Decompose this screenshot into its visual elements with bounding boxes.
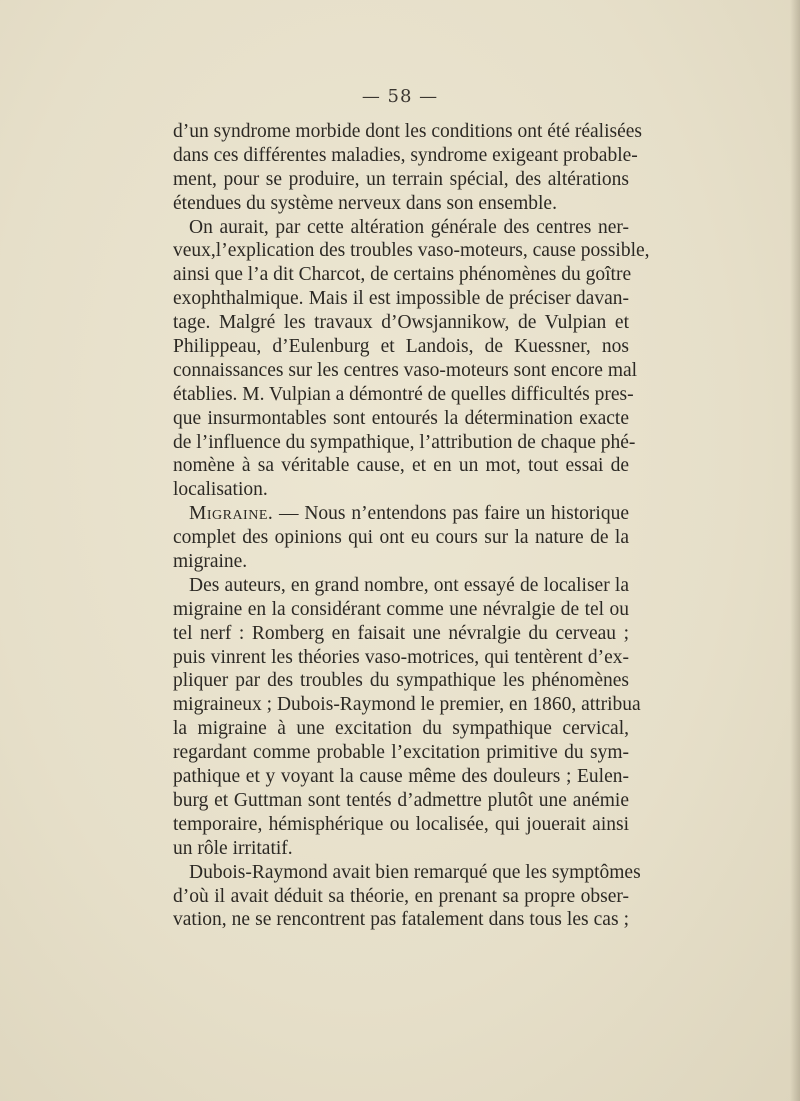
text-line xyxy=(173,646,629,670)
text-line xyxy=(173,574,629,598)
line-text: Dubois-Raymond avait bien remarqué que les symptômes xyxy=(189,861,641,883)
text-line xyxy=(173,311,629,335)
line-text: ainsi que l’a dit Charcot, de certains phénomènes du goître xyxy=(173,264,632,286)
text-line xyxy=(173,717,629,741)
text-line xyxy=(173,335,629,359)
line-text: Des auteurs, en grand nombre, ont essayé de localiser la xyxy=(189,574,629,596)
line-text: complet des opinions qui ont eu cours sur la nature de la xyxy=(173,527,629,549)
line-text: migraine. xyxy=(173,551,248,573)
text-line xyxy=(173,765,629,789)
line-text: de l’influence du sympathique, l’attribution de chaque phé- xyxy=(173,431,636,453)
line-text: tage. Malgré les travaux d’Owsjannikow, de Vulpian et xyxy=(173,312,629,334)
line-text: localisation. xyxy=(173,479,268,501)
line-text: tel nerf : Romberg en faisait une névralgie du cerveau ; xyxy=(173,622,629,644)
text-line xyxy=(173,502,629,526)
text-line xyxy=(173,454,629,478)
line-text: migraine en la considérant comme une névralgie de tel ou xyxy=(173,598,629,620)
line-text: pliquer par des troubles du sympathique les phénomènes xyxy=(173,670,629,692)
page-number: — 58 — xyxy=(361,86,439,107)
line-text: ment, pour se produire, un terrain spécial, des altérations xyxy=(173,168,629,190)
line-text: vation, ne se rencontrent pas fatalement dans tous les cas ; xyxy=(173,909,629,931)
line-text: pathique et y voyant la cause même des douleurs ; Eulen- xyxy=(173,766,629,788)
text-line xyxy=(173,383,634,407)
line-text: veux,l’explication des troubles vaso-moteurs, cause possible, xyxy=(173,240,650,262)
text-line xyxy=(173,693,641,717)
line-text: d’où il avait déduit sa théorie, en prenant sa propre obser- xyxy=(173,885,629,907)
text-line xyxy=(173,168,629,192)
line-text: d’un syndrome morbide dont les conditions ont été réalisées xyxy=(173,121,642,142)
text-line xyxy=(173,478,629,502)
line-text: étendues du système nerveux dans son ensemble. xyxy=(173,192,557,214)
body-text xyxy=(173,120,650,932)
text-line xyxy=(173,789,629,813)
line-text: regardant comme probable l’excitation primitive du sym- xyxy=(173,742,629,764)
text-line xyxy=(173,431,636,455)
text-line xyxy=(173,741,629,765)
page-edge-shadow xyxy=(790,0,800,1101)
line-text: Philippeau, d’Eulenburg et Landois, de Kuessner, nos xyxy=(173,336,629,358)
line-text: dans ces différentes maladies, syndrome exigeant probable- xyxy=(173,144,638,166)
text-line xyxy=(173,263,632,287)
line-text: — Nous n’entendons pas faire un historique xyxy=(273,503,629,525)
text-line xyxy=(173,908,629,932)
text-line xyxy=(173,144,638,168)
text-line xyxy=(173,598,629,622)
section-heading: Migraine. xyxy=(189,503,274,525)
line-text: migraineux ; Dubois-Raymond le premier, en 1860, attribua xyxy=(173,694,641,716)
line-text: un rôle irritatif. xyxy=(173,837,293,859)
line-text: que insurmontables sont entourés la détermination exacte xyxy=(173,407,629,429)
text-line xyxy=(173,359,638,383)
text-line xyxy=(173,192,629,216)
line-text: On aurait, par cette altération générale des centres ner- xyxy=(189,216,629,238)
text-line xyxy=(173,287,629,311)
text-line xyxy=(173,120,642,144)
text-line xyxy=(173,407,629,431)
line-text: burg et Guttman sont tentés d’admettre plutôt une anémie xyxy=(173,789,629,811)
line-text: connaissances sur les centres vaso-moteurs sont encore mal xyxy=(173,359,638,381)
line-text: temporaire, hémisphérique ou localisée, qui jouerait ainsi xyxy=(173,813,629,835)
line-text: exophthalmique. Mais il est impossible de préciser davan- xyxy=(173,288,629,310)
text-line xyxy=(173,813,629,837)
line-text: nomène à sa véritable cause, et en un mot, tout essai de xyxy=(173,455,629,477)
text-line xyxy=(173,885,629,909)
text-line xyxy=(173,622,629,646)
text-line xyxy=(173,861,641,885)
text-line xyxy=(173,837,629,861)
text-line xyxy=(173,526,629,550)
text-line xyxy=(173,550,629,574)
line-text: puis vinrent les théories vaso-motrices, qui tentèrent d’ex- xyxy=(173,646,629,668)
line-text: établies. M. Vulpian a démontré de quelles difficultés pres- xyxy=(173,383,634,405)
text-line xyxy=(173,216,629,240)
line-text: la migraine à une excitation du sympathique cervical, xyxy=(173,718,629,740)
text-line xyxy=(173,239,650,263)
text-line xyxy=(173,669,629,693)
